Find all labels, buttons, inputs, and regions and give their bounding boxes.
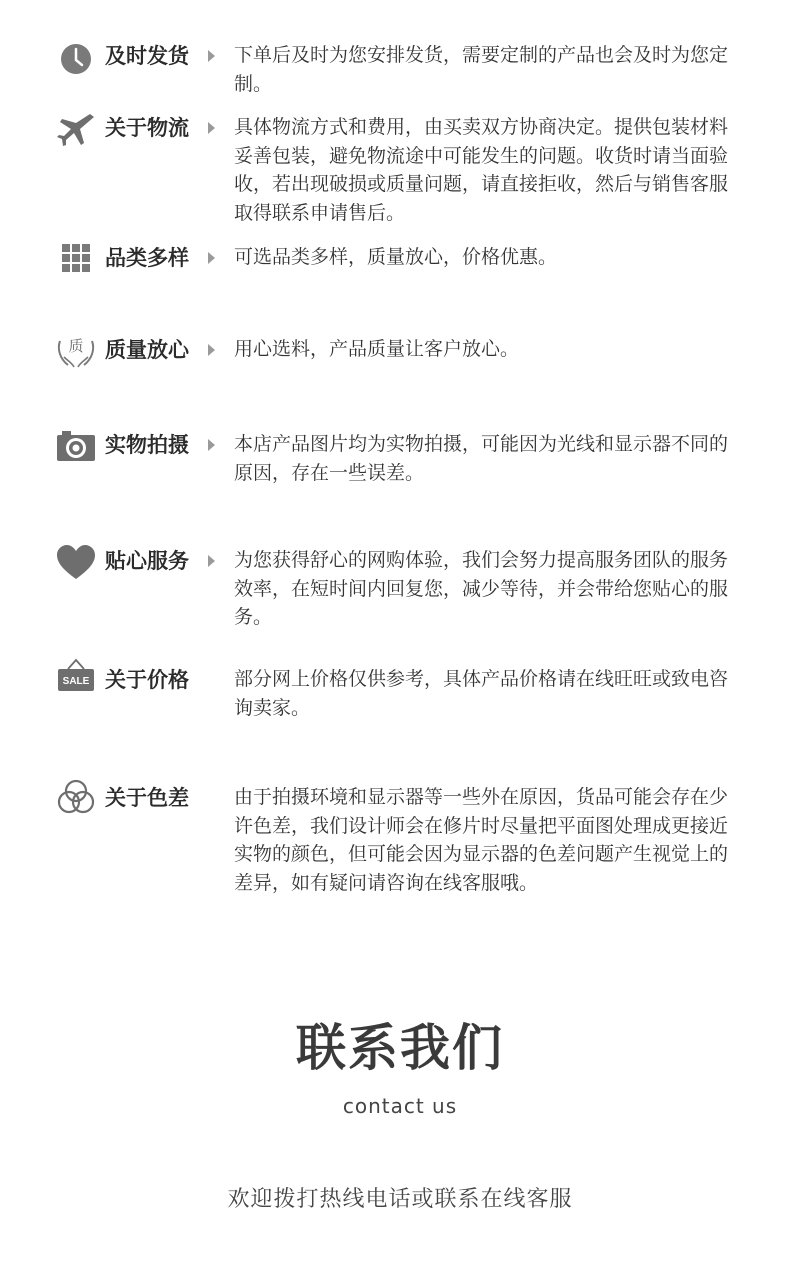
sale-sign-icon xyxy=(54,657,98,697)
camera-icon xyxy=(54,426,98,466)
color-circles-icon xyxy=(54,777,98,817)
item-label: 及时发货 xyxy=(105,44,189,68)
item-description: 下单后及时为您安排发货，需要定制的产品也会及时为您定制。 xyxy=(234,44,729,95)
arrow-right-icon xyxy=(208,50,215,62)
item-label: 质量放心 xyxy=(105,338,189,362)
item-label: 关于物流 xyxy=(105,116,189,140)
contact-subtitle: contact us xyxy=(342,1094,458,1118)
arrow-right-icon xyxy=(208,555,215,567)
item-label: 贴心服务 xyxy=(105,549,189,573)
quality-glyph: 质 xyxy=(68,337,84,355)
airplane-icon xyxy=(54,109,98,149)
heart-icon xyxy=(54,543,98,583)
grid-icon xyxy=(54,240,98,280)
item-label: 关于价格 xyxy=(105,668,189,692)
item-description: 部分网上价格仅供参考，具体产品价格请在线旺旺或致电咨询卖家。 xyxy=(234,668,729,719)
arrow-right-icon xyxy=(208,344,215,356)
clock-icon xyxy=(54,39,98,79)
item-description: 具体物流方式和费用，由买卖双方协商决定。提供包装材料妥善包装，避免物流途中可能发生的问题。收货时请当面验收，若出现破损或质量问题，请直接拒收，然后与销售客服取得联系申请售后。 xyxy=(234,116,729,224)
item-description: 用心选料，产品质量让客户放心。 xyxy=(234,338,520,360)
item-description: 本店产品图片均为实物拍摄，可能因为光线和显示器不同的原因，存在一些误差。 xyxy=(234,433,729,484)
sale-text: SALE xyxy=(62,676,90,687)
arrow-right-icon xyxy=(208,122,215,134)
item-description: 为您获得舒心的网购体验，我们会努力提高服务团队的服务效率，在短时间内回复您，减少等待，并会带给您贴心的服务。 xyxy=(234,549,729,628)
contact-title: 联系我们 xyxy=(296,1019,504,1077)
item-label: 关于色差 xyxy=(105,786,189,810)
item-label: 品类多样 xyxy=(105,246,189,270)
item-description: 由于拍摄环境和显示器等一些外在原因，货品可能会存在少许色差，我们设计师会在修片时尽量把平面图处理成更接近实物的颜色，但可能会因为显示器的色差问题产生视觉上的差异，如有疑问请咨询在线客服哦。 xyxy=(234,786,729,894)
arrow-right-icon xyxy=(208,252,215,264)
arrow-right-icon xyxy=(208,439,215,451)
item-description: 可选品类多样，质量放心，价格优惠。 xyxy=(234,246,558,268)
quality-hands-icon xyxy=(54,327,98,371)
item-label: 实物拍摄 xyxy=(105,433,189,457)
contact-note: 欢迎拨打热线电话或联系在线客服 xyxy=(227,1187,573,1212)
